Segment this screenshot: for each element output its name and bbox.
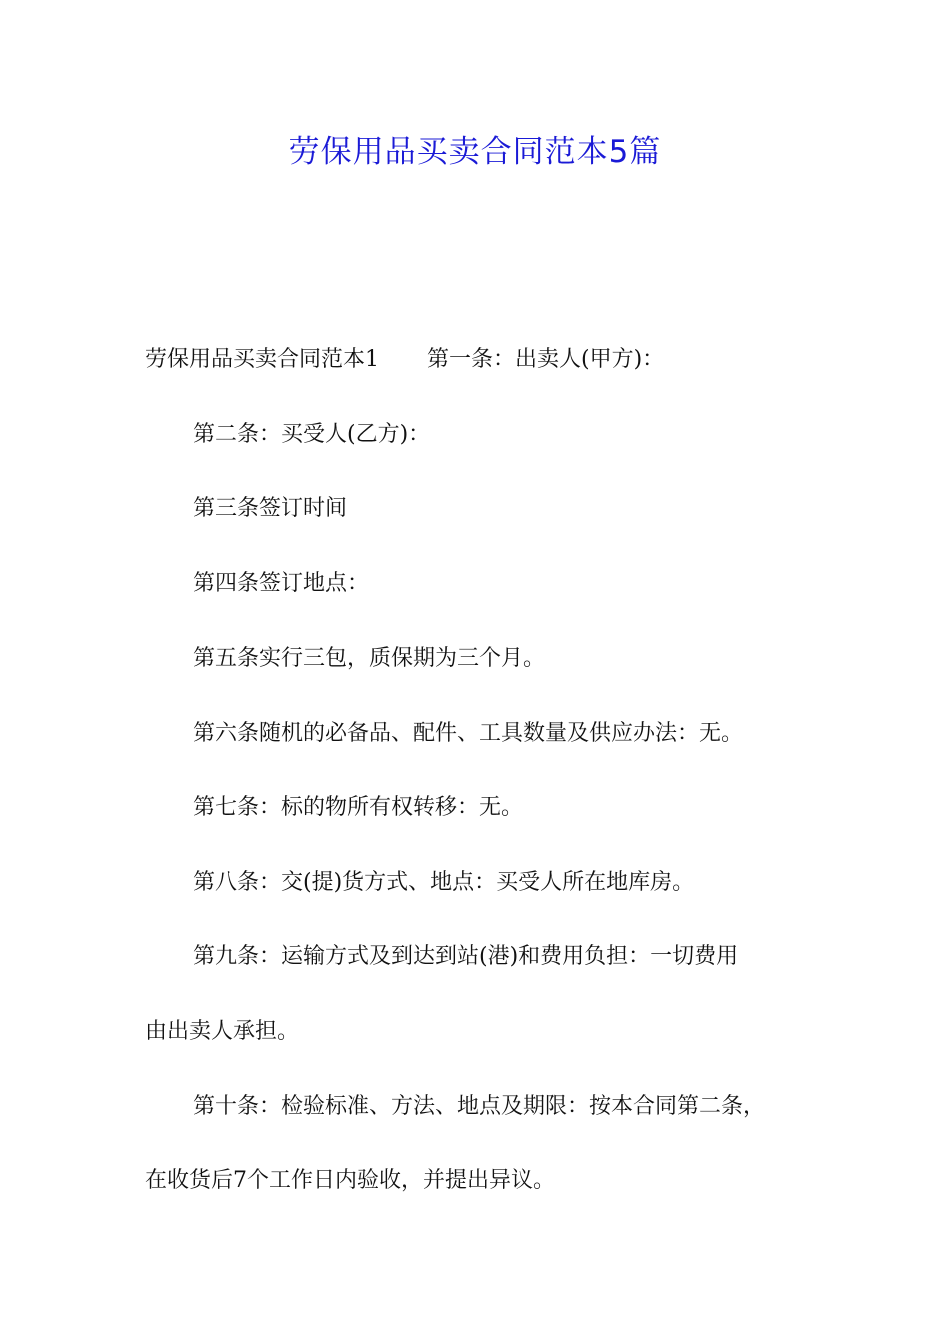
contract-heading: 劳保用品买卖合同范本1 <box>145 347 379 372</box>
clause-5: 第五条实行三包，质保期为三个月。 <box>193 646 546 671</box>
clause-9-line-2: 由出卖人承担。 <box>145 1019 300 1044</box>
clause-10-line-2: 在收货后7个工作日内验收，并提出异议。 <box>145 1168 555 1193</box>
clause-7: 第七条：标的物所有权转移：无。 <box>193 795 524 820</box>
document-title: 劳保用品买卖合同范本5篇 <box>288 134 662 170</box>
clause-10-line-1: 第十条：检验标准、方法、地点及期限：按本合同第二条， <box>193 1094 766 1119</box>
clause-3: 第三条签订时间 <box>193 496 348 521</box>
clause-2: 第二条：买受人(乙方)： <box>193 422 431 447</box>
clause-8: 第八条：交(提)货方式、地点：买受人所在地库房。 <box>193 870 695 895</box>
clause-4: 第四条签订地点： <box>193 571 370 596</box>
clause-9-line-1: 第九条：运输方式及到达到站(港)和费用负担：一切费用 <box>193 944 739 969</box>
first-line <box>145 345 825 375</box>
clause-6: 第六条随机的必备品、配件、工具数量及供应办法：无。 <box>193 721 744 746</box>
clause-1: 第一条：出卖人(甲方)： <box>427 347 665 372</box>
